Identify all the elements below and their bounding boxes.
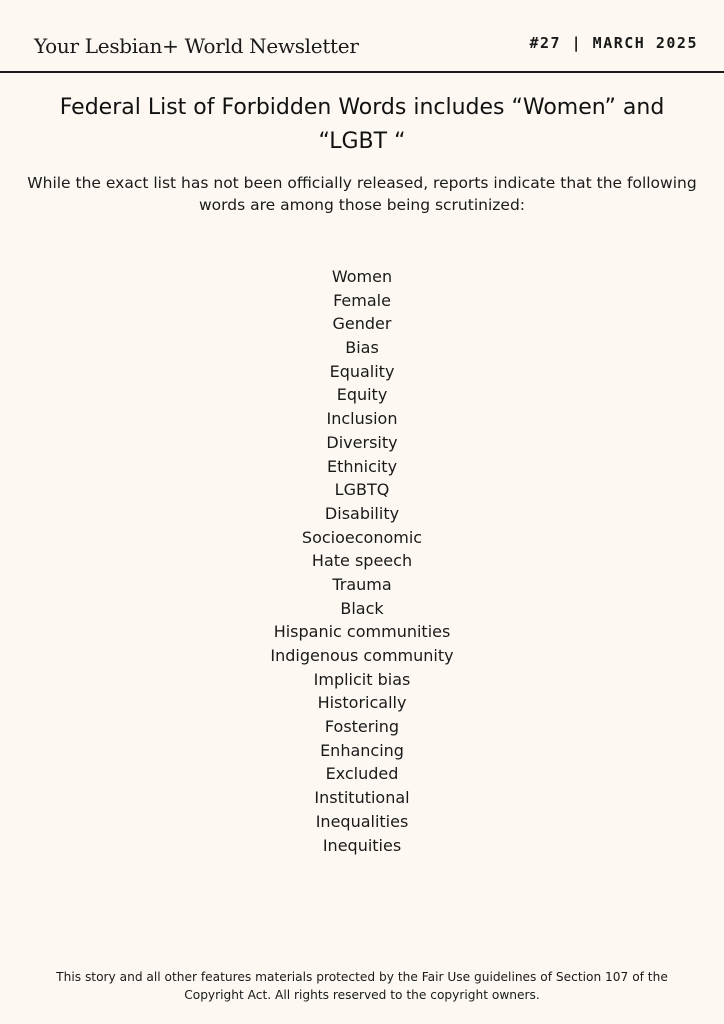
word-list-item: Indigenous community <box>270 646 454 665</box>
word-list-item: Gender <box>332 314 392 334</box>
issue-date: #27 | MARCH 2025 <box>529 34 698 52</box>
word-list-item: Institutional <box>314 788 410 808</box>
word-list-item: Historically <box>317 693 407 713</box>
word-list-item: Socioeconomic <box>301 527 423 547</box>
word-list-item: Enhancing <box>320 740 404 760</box>
article-intro: While the exact list has not been officially released, reports indicate that the following words are among those being scrutinized: <box>27 174 697 214</box>
word-list-item: Women <box>331 267 393 286</box>
word-list-item: Inequalities <box>315 811 409 831</box>
word-list-item: Disability <box>324 503 400 523</box>
newsletter-masthead <box>0 0 724 73</box>
forbidden-words-list <box>0 265 724 857</box>
word-list-item: Implicit bias <box>313 669 411 689</box>
word-list-item: Hispanic communities <box>273 622 451 642</box>
word-list-item: Bias <box>345 338 379 358</box>
copyright-notice: This story and all other features materials protected by the Fair Use guidelines of Section 107 of the Copyright Act. All rights reserved to the copyright owners. <box>56 970 668 1002</box>
word-list-item: LGBTQ <box>334 480 390 500</box>
word-list-item: Black <box>340 598 384 618</box>
word-list-item: Equality <box>329 361 395 381</box>
word-list-item: Hate speech <box>311 551 413 571</box>
word-list-item: Excluded <box>325 764 399 784</box>
article-headline: Federal List of Forbidden Words includes “Women” and “LGBT “ <box>59 95 665 154</box>
word-list-item: Inequities <box>322 835 402 855</box>
word-list-item: Trauma <box>332 574 392 594</box>
word-list-item: Fostering <box>324 717 400 737</box>
word-list-item: Inclusion <box>326 409 398 429</box>
word-list-item: Diversity <box>326 432 398 452</box>
word-list-item: Ethnicity <box>326 456 398 476</box>
word-list-item: Equity <box>336 385 388 405</box>
newsletter-brand: Your Lesbian+ World Newsletter <box>34 34 359 58</box>
word-list-item: Female <box>333 290 391 310</box>
